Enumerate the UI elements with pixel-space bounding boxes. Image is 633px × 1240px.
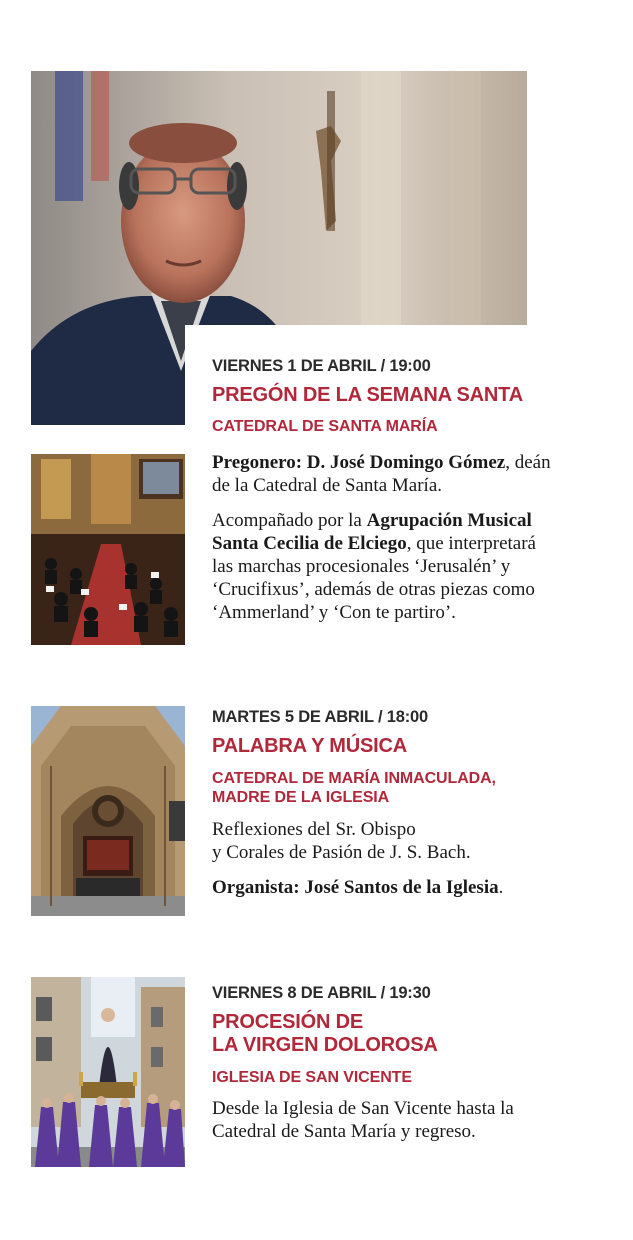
event-title-line: PROCESIÓN DE	[212, 1011, 363, 1033]
event-1-body	[212, 451, 612, 624]
event-description: Organista: José Santos de la Iglesia.	[212, 877, 504, 898]
event-2-header	[212, 708, 496, 807]
event-description: Pregonero: D. José Domingo Gómez, deán de la Catedral de Santa María.	[212, 452, 551, 496]
event-description: Acompañado por la Agrupación Musical Santa Cecilia de Elciego, que interpretará las marchas procesionales ‘Jerusalén’ y ‘Crucifixus’, además de otras piezas como ‘Ammerland’ y ‘Con te partiro’.	[212, 510, 536, 623]
event-date: MARTES 5 DE ABRIL / 18:00	[212, 708, 428, 726]
event-venue	[212, 769, 496, 807]
event-3-body	[212, 1097, 612, 1143]
event-description: Reflexiones del Sr. Obispo y Corales de Pasión de J. S. Bach.	[212, 819, 471, 863]
procession-photo	[31, 977, 185, 1167]
event-description: Desde la Iglesia de San Vicente hasta la Catedral de Santa María y regreso.	[212, 1098, 514, 1142]
event-title-line: PALABRA Y MÚSICA	[212, 735, 407, 757]
orchestra-photo	[31, 454, 185, 645]
event-title-line: LA VIRGEN DOLOROSA	[212, 1034, 438, 1056]
event-3-header	[212, 984, 438, 1087]
event-2-body	[212, 818, 612, 899]
event-venue-line: IGLESIA DE SAN VICENTE	[212, 1069, 412, 1086]
event-title	[212, 1011, 438, 1057]
event-1-header	[212, 357, 523, 436]
event-title	[212, 735, 496, 758]
event-venue-line: MADRE DE LA IGLESIA	[212, 789, 390, 806]
organist-name: Organista: José Santos de la Iglesia	[212, 877, 499, 898]
event-venue-line: CATEDRAL DE SANTA MARÍA	[212, 418, 438, 435]
event-date: VIERNES 1 DE ABRIL / 19:00	[212, 357, 431, 375]
event-venue-line: CATEDRAL DE MARÍA INMACULADA,	[212, 770, 496, 787]
event-date: VIERNES 8 DE ABRIL / 19:30	[212, 984, 431, 1002]
cathedral-facade-photo	[31, 706, 185, 916]
event-title-line: PREGÓN DE LA SEMANA SANTA	[212, 384, 523, 406]
event-venue	[212, 1068, 438, 1087]
event-title	[212, 384, 523, 407]
event-venue	[212, 417, 523, 436]
pregonero-name: Pregonero: D. José Domingo Gómez	[212, 452, 506, 473]
